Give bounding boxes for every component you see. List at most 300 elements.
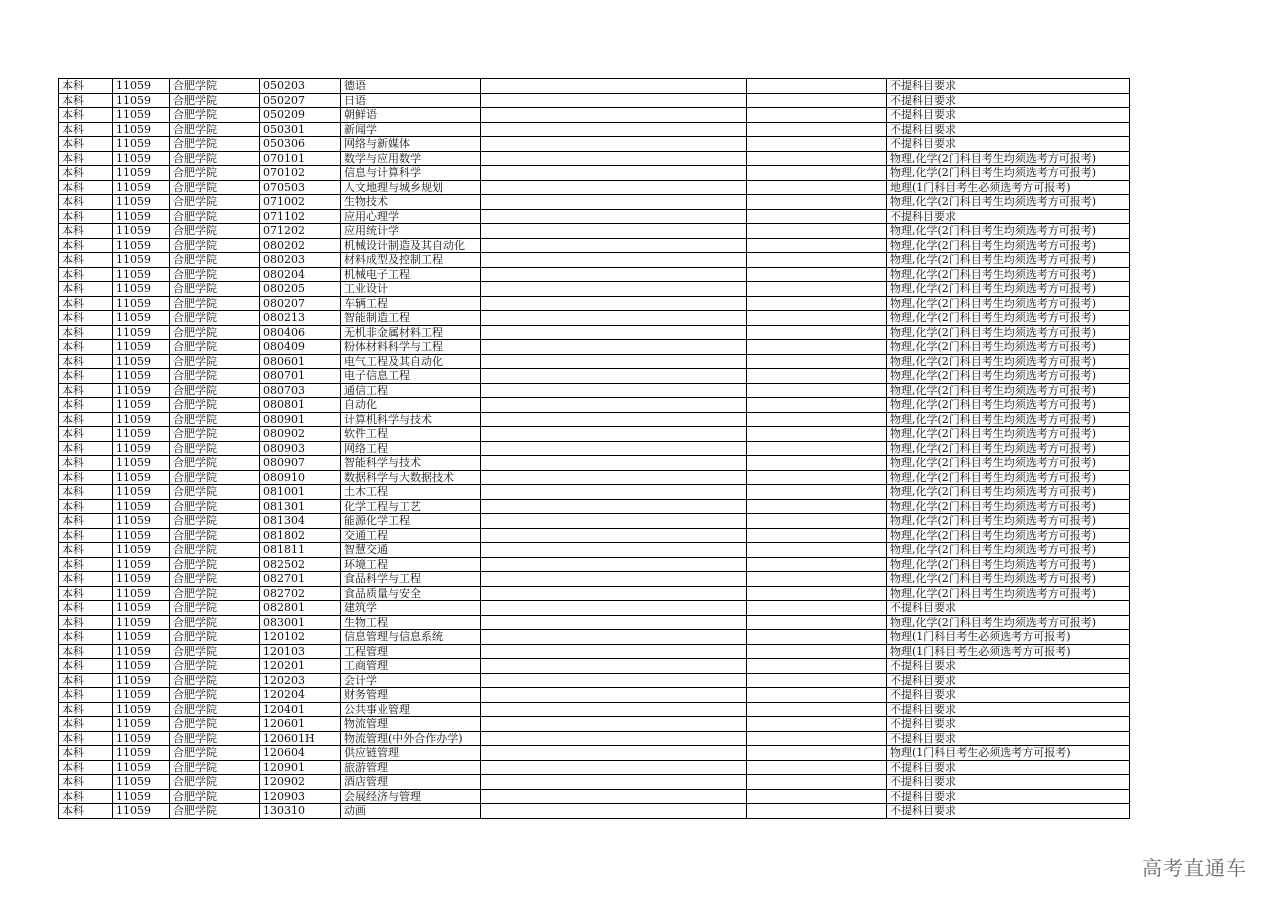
- table-row: [59, 151, 1130, 166]
- school-name-cell: 合肥学院: [170, 108, 260, 123]
- blank-cell-b: [747, 499, 887, 514]
- school-code-cell: 11059: [113, 601, 170, 616]
- subject-requirement-cell: 物理,化学(2门科目考生均须选考方可报考): [887, 224, 1130, 239]
- school-name-cell: 合肥学院: [170, 267, 260, 282]
- major-code-cell: 120601H: [260, 731, 341, 746]
- blank-cell-b: [747, 282, 887, 297]
- major-code-cell: 071002: [260, 195, 341, 210]
- major-name-cell: 物流管理(中外合作办学): [341, 731, 481, 746]
- school-code-cell: 11059: [113, 311, 170, 326]
- school-name-cell: 合肥学院: [170, 325, 260, 340]
- major-name-cell: 网络与新媒体: [341, 137, 481, 152]
- major-name-cell: 软件工程: [341, 427, 481, 442]
- blank-cell-a: [481, 775, 747, 790]
- major-code-cell: 120901: [260, 760, 341, 775]
- level-cell: 本科: [59, 427, 113, 442]
- level-cell: 本科: [59, 514, 113, 529]
- major-code-cell: 120102: [260, 630, 341, 645]
- level-cell: 本科: [59, 151, 113, 166]
- blank-cell-b: [747, 688, 887, 703]
- major-code-cell: 120401: [260, 702, 341, 717]
- table-row: [59, 499, 1130, 514]
- subject-requirement-cell: 物理,化学(2门科目考生均须选考方可报考): [887, 311, 1130, 326]
- major-code-cell: 082702: [260, 586, 341, 601]
- level-cell: 本科: [59, 717, 113, 732]
- blank-cell-b: [747, 543, 887, 558]
- school-code-cell: 11059: [113, 325, 170, 340]
- table-row: [59, 238, 1130, 253]
- major-name-cell: 工程管理: [341, 644, 481, 659]
- table-row: [59, 673, 1130, 688]
- blank-cell-b: [747, 644, 887, 659]
- blank-cell-b: [747, 311, 887, 326]
- table-row: [59, 122, 1130, 137]
- blank-cell-a: [481, 746, 747, 761]
- major-code-cell: 050203: [260, 79, 341, 94]
- school-name-cell: 合肥学院: [170, 224, 260, 239]
- major-code-cell: 080907: [260, 456, 341, 471]
- school-name-cell: 合肥学院: [170, 644, 260, 659]
- level-cell: 本科: [59, 398, 113, 413]
- school-code-cell: 11059: [113, 238, 170, 253]
- major-name-cell: 通信工程: [341, 383, 481, 398]
- table-row: [59, 108, 1130, 123]
- level-cell: 本科: [59, 340, 113, 355]
- subject-requirement-cell: 不提科目要求: [887, 775, 1130, 790]
- level-cell: 本科: [59, 572, 113, 587]
- blank-cell-a: [481, 702, 747, 717]
- major-name-cell: 财务管理: [341, 688, 481, 703]
- table-row: [59, 325, 1130, 340]
- major-name-cell: 食品质量与安全: [341, 586, 481, 601]
- school-code-cell: 11059: [113, 630, 170, 645]
- major-code-cell: 082701: [260, 572, 341, 587]
- major-name-cell: 公共事业管理: [341, 702, 481, 717]
- subject-requirement-cell: 不提科目要求: [887, 760, 1130, 775]
- blank-cell-a: [481, 340, 747, 355]
- table-row: [59, 731, 1130, 746]
- blank-cell-b: [747, 470, 887, 485]
- major-name-cell: 机械电子工程: [341, 267, 481, 282]
- blank-cell-a: [481, 789, 747, 804]
- table-row: [59, 688, 1130, 703]
- major-name-cell: 能源化学工程: [341, 514, 481, 529]
- school-name-cell: 合肥学院: [170, 180, 260, 195]
- blank-cell-b: [747, 79, 887, 94]
- school-code-cell: 11059: [113, 340, 170, 355]
- major-code-cell: 070101: [260, 151, 341, 166]
- table-row: [59, 586, 1130, 601]
- subject-requirement-cell: 地理(1门科目考生必须选考方可报考): [887, 180, 1130, 195]
- table-row: [59, 253, 1130, 268]
- blank-cell-b: [747, 108, 887, 123]
- school-code-cell: 11059: [113, 137, 170, 152]
- school-name-cell: 合肥学院: [170, 412, 260, 427]
- blank-cell-b: [747, 151, 887, 166]
- table-row: [59, 746, 1130, 761]
- school-name-cell: 合肥学院: [170, 137, 260, 152]
- subject-requirement-cell: 物理,化学(2门科目考生均须选考方可报考): [887, 528, 1130, 543]
- major-code-cell: 120103: [260, 644, 341, 659]
- subject-requirement-cell: 不提科目要求: [887, 702, 1130, 717]
- school-code-cell: 11059: [113, 717, 170, 732]
- school-code-cell: 11059: [113, 659, 170, 674]
- school-name-cell: 合肥学院: [170, 369, 260, 384]
- table-row: [59, 93, 1130, 108]
- blank-cell-a: [481, 717, 747, 732]
- blank-cell-a: [481, 79, 747, 94]
- subject-requirement-cell: 不提科目要求: [887, 673, 1130, 688]
- level-cell: 本科: [59, 325, 113, 340]
- subject-requirement-cell: 物理,化学(2门科目考生均须选考方可报考): [887, 369, 1130, 384]
- major-name-cell: 酒店管理: [341, 775, 481, 790]
- school-code-cell: 11059: [113, 760, 170, 775]
- school-code-cell: 11059: [113, 412, 170, 427]
- table-body: [59, 79, 1130, 819]
- table-row: [59, 267, 1130, 282]
- table-row: [59, 702, 1130, 717]
- blank-cell-a: [481, 108, 747, 123]
- school-code-cell: 11059: [113, 746, 170, 761]
- school-code-cell: 11059: [113, 644, 170, 659]
- school-code-cell: 11059: [113, 731, 170, 746]
- blank-cell-a: [481, 369, 747, 384]
- school-name-cell: 合肥学院: [170, 804, 260, 819]
- school-code-cell: 11059: [113, 688, 170, 703]
- school-name-cell: 合肥学院: [170, 572, 260, 587]
- school-name-cell: 合肥学院: [170, 238, 260, 253]
- school-code-cell: 11059: [113, 789, 170, 804]
- level-cell: 本科: [59, 760, 113, 775]
- school-code-cell: 11059: [113, 470, 170, 485]
- level-cell: 本科: [59, 586, 113, 601]
- major-code-cell: 071202: [260, 224, 341, 239]
- school-code-cell: 11059: [113, 267, 170, 282]
- major-name-cell: 信息管理与信息系统: [341, 630, 481, 645]
- blank-cell-b: [747, 412, 887, 427]
- blank-cell-a: [481, 673, 747, 688]
- subject-requirement-cell: 物理,化学(2门科目考生均须选考方可报考): [887, 586, 1130, 601]
- major-code-cell: 080202: [260, 238, 341, 253]
- blank-cell-b: [747, 224, 887, 239]
- major-code-cell: 120201: [260, 659, 341, 674]
- subject-requirement-cell: 物理,化学(2门科目考生均须选考方可报考): [887, 267, 1130, 282]
- table-row: [59, 659, 1130, 674]
- level-cell: 本科: [59, 659, 113, 674]
- blank-cell-a: [481, 166, 747, 181]
- table-row: [59, 485, 1130, 500]
- blank-cell-b: [747, 354, 887, 369]
- school-name-cell: 合肥学院: [170, 311, 260, 326]
- major-name-cell: 粉体材料科学与工程: [341, 340, 481, 355]
- blank-cell-a: [481, 137, 747, 152]
- major-code-cell: 071102: [260, 209, 341, 224]
- level-cell: 本科: [59, 485, 113, 500]
- school-name-cell: 合肥学院: [170, 93, 260, 108]
- table-row: [59, 137, 1130, 152]
- major-name-cell: 工商管理: [341, 659, 481, 674]
- school-code-cell: 11059: [113, 224, 170, 239]
- table-row: [59, 412, 1130, 427]
- blank-cell-b: [747, 441, 887, 456]
- subject-requirement-cell: 物理(1门科目考生必须选考方可报考): [887, 746, 1130, 761]
- table-row: [59, 572, 1130, 587]
- blank-cell-a: [481, 731, 747, 746]
- major-code-cell: 080406: [260, 325, 341, 340]
- blank-cell-b: [747, 586, 887, 601]
- blank-cell-b: [747, 789, 887, 804]
- blank-cell-b: [747, 775, 887, 790]
- school-name-cell: 合肥学院: [170, 543, 260, 558]
- major-code-cell: 080903: [260, 441, 341, 456]
- level-cell: 本科: [59, 267, 113, 282]
- blank-cell-b: [747, 166, 887, 181]
- subject-requirement-cell: 不提科目要求: [887, 209, 1130, 224]
- level-cell: 本科: [59, 369, 113, 384]
- level-cell: 本科: [59, 630, 113, 645]
- major-name-cell: 生物工程: [341, 615, 481, 630]
- major-code-cell: 070503: [260, 180, 341, 195]
- level-cell: 本科: [59, 354, 113, 369]
- school-name-cell: 合肥学院: [170, 441, 260, 456]
- blank-cell-a: [481, 383, 747, 398]
- level-cell: 本科: [59, 557, 113, 572]
- school-name-cell: 合肥学院: [170, 340, 260, 355]
- school-name-cell: 合肥学院: [170, 166, 260, 181]
- school-code-cell: 11059: [113, 122, 170, 137]
- table-row: [59, 601, 1130, 616]
- major-code-cell: 050209: [260, 108, 341, 123]
- blank-cell-a: [481, 325, 747, 340]
- table-row: [59, 514, 1130, 529]
- major-name-cell: 智能制造工程: [341, 311, 481, 326]
- school-name-cell: 合肥学院: [170, 470, 260, 485]
- level-cell: 本科: [59, 224, 113, 239]
- major-code-cell: 082502: [260, 557, 341, 572]
- subject-requirement-cell: 物理,化学(2门科目考生均须选考方可报考): [887, 470, 1130, 485]
- school-name-cell: 合肥学院: [170, 586, 260, 601]
- major-code-cell: 080207: [260, 296, 341, 311]
- blank-cell-a: [481, 485, 747, 500]
- major-code-cell: 080902: [260, 427, 341, 442]
- table-row: [59, 441, 1130, 456]
- school-code-cell: 11059: [113, 499, 170, 514]
- level-cell: 本科: [59, 412, 113, 427]
- table-row: [59, 615, 1130, 630]
- subject-requirement-cell: 不提科目要求: [887, 79, 1130, 94]
- subject-requirement-cell: 物理,化学(2门科目考生均须选考方可报考): [887, 195, 1130, 210]
- major-code-cell: 080205: [260, 282, 341, 297]
- blank-cell-a: [481, 267, 747, 282]
- blank-cell-a: [481, 499, 747, 514]
- blank-cell-b: [747, 717, 887, 732]
- subject-requirement-cell: 物理,化学(2门科目考生均须选考方可报考): [887, 296, 1130, 311]
- level-cell: 本科: [59, 688, 113, 703]
- school-name-cell: 合肥学院: [170, 760, 260, 775]
- level-cell: 本科: [59, 108, 113, 123]
- blank-cell-a: [481, 253, 747, 268]
- major-name-cell: 材料成型及控制工程: [341, 253, 481, 268]
- blank-cell-b: [747, 137, 887, 152]
- subject-requirement-cell: 不提科目要求: [887, 804, 1130, 819]
- subject-requirement-cell: 物理,化学(2门科目考生均须选考方可报考): [887, 543, 1130, 558]
- blank-cell-a: [481, 427, 747, 442]
- major-code-cell: 050301: [260, 122, 341, 137]
- major-code-cell: 082801: [260, 601, 341, 616]
- major-name-cell: 自动化: [341, 398, 481, 413]
- level-cell: 本科: [59, 79, 113, 94]
- subject-requirement-cell: 物理,化学(2门科目考生均须选考方可报考): [887, 354, 1130, 369]
- level-cell: 本科: [59, 470, 113, 485]
- school-name-cell: 合肥学院: [170, 601, 260, 616]
- blank-cell-a: [481, 93, 747, 108]
- blank-cell-b: [747, 253, 887, 268]
- school-name-cell: 合肥学院: [170, 615, 260, 630]
- major-code-cell: 080204: [260, 267, 341, 282]
- level-cell: 本科: [59, 789, 113, 804]
- school-code-cell: 11059: [113, 195, 170, 210]
- blank-cell-b: [747, 804, 887, 819]
- blank-cell-a: [481, 615, 747, 630]
- table-row: [59, 354, 1130, 369]
- school-name-cell: 合肥学院: [170, 731, 260, 746]
- school-code-cell: 11059: [113, 673, 170, 688]
- blank-cell-b: [747, 180, 887, 195]
- level-cell: 本科: [59, 311, 113, 326]
- subject-requirement-cell: 物理(1门科目考生必须选考方可报考): [887, 644, 1130, 659]
- subject-requirement-cell: 物理,化学(2门科目考生均须选考方可报考): [887, 151, 1130, 166]
- level-cell: 本科: [59, 282, 113, 297]
- major-code-cell: 081304: [260, 514, 341, 529]
- blank-cell-a: [481, 543, 747, 558]
- subject-requirement-cell: 不提科目要求: [887, 93, 1130, 108]
- school-code-cell: 11059: [113, 702, 170, 717]
- major-code-cell: 080213: [260, 311, 341, 326]
- major-name-cell: 会计学: [341, 673, 481, 688]
- school-name-cell: 合肥学院: [170, 427, 260, 442]
- school-code-cell: 11059: [113, 427, 170, 442]
- subject-requirement-cell: 不提科目要求: [887, 137, 1130, 152]
- major-name-cell: 信息与计算科学: [341, 166, 481, 181]
- table-row: [59, 195, 1130, 210]
- blank-cell-a: [481, 557, 747, 572]
- blank-cell-a: [481, 122, 747, 137]
- subject-requirement-cell: 不提科目要求: [887, 601, 1130, 616]
- major-name-cell: 车辆工程: [341, 296, 481, 311]
- table-row: [59, 456, 1130, 471]
- school-code-cell: 11059: [113, 180, 170, 195]
- major-name-cell: 机械设计制造及其自动化: [341, 238, 481, 253]
- blank-cell-a: [481, 412, 747, 427]
- blank-cell-a: [481, 151, 747, 166]
- blank-cell-b: [747, 528, 887, 543]
- school-code-cell: 11059: [113, 151, 170, 166]
- level-cell: 本科: [59, 601, 113, 616]
- blank-cell-b: [747, 702, 887, 717]
- blank-cell-a: [481, 296, 747, 311]
- level-cell: 本科: [59, 673, 113, 688]
- blank-cell-a: [481, 688, 747, 703]
- blank-cell-b: [747, 485, 887, 500]
- school-code-cell: 11059: [113, 485, 170, 500]
- blank-cell-b: [747, 340, 887, 355]
- subject-requirement-cell: 不提科目要求: [887, 731, 1130, 746]
- major-name-cell: 网络工程: [341, 441, 481, 456]
- major-name-cell: 生物技术: [341, 195, 481, 210]
- school-code-cell: 11059: [113, 804, 170, 819]
- school-name-cell: 合肥学院: [170, 456, 260, 471]
- blank-cell-b: [747, 731, 887, 746]
- blank-cell-a: [481, 224, 747, 239]
- school-code-cell: 11059: [113, 296, 170, 311]
- major-code-cell: 080703: [260, 383, 341, 398]
- school-name-cell: 合肥学院: [170, 789, 260, 804]
- major-code-cell: 120601: [260, 717, 341, 732]
- major-name-cell: 数据科学与大数据技术: [341, 470, 481, 485]
- subject-requirement-cell: 物理,化学(2门科目考生均须选考方可报考): [887, 238, 1130, 253]
- blank-cell-a: [481, 238, 747, 253]
- major-name-cell: 无机非金属材料工程: [341, 325, 481, 340]
- blank-cell-a: [481, 441, 747, 456]
- school-code-cell: 11059: [113, 456, 170, 471]
- subject-requirement-cell: 物理,化学(2门科目考生均须选考方可报考): [887, 166, 1130, 181]
- major-name-cell: 电子信息工程: [341, 369, 481, 384]
- school-name-cell: 合肥学院: [170, 122, 260, 137]
- level-cell: 本科: [59, 166, 113, 181]
- subject-requirement-cell: 物理,化学(2门科目考生均须选考方可报考): [887, 398, 1130, 413]
- school-code-cell: 11059: [113, 253, 170, 268]
- school-name-cell: 合肥学院: [170, 296, 260, 311]
- blank-cell-a: [481, 659, 747, 674]
- blank-cell-b: [747, 615, 887, 630]
- major-code-cell: 050207: [260, 93, 341, 108]
- level-cell: 本科: [59, 644, 113, 659]
- level-cell: 本科: [59, 209, 113, 224]
- major-name-cell: 动画: [341, 804, 481, 819]
- blank-cell-b: [747, 630, 887, 645]
- subject-requirement-cell: 物理,化学(2门科目考生均须选考方可报考): [887, 456, 1130, 471]
- school-code-cell: 11059: [113, 441, 170, 456]
- school-name-cell: 合肥学院: [170, 557, 260, 572]
- school-name-cell: 合肥学院: [170, 630, 260, 645]
- subject-requirement-cell: 物理,化学(2门科目考生均须选考方可报考): [887, 325, 1130, 340]
- blank-cell-b: [747, 456, 887, 471]
- major-name-cell: 建筑学: [341, 601, 481, 616]
- major-code-cell: 120203: [260, 673, 341, 688]
- major-name-cell: 应用心理学: [341, 209, 481, 224]
- blank-cell-a: [481, 601, 747, 616]
- subject-requirement-cell: 不提科目要求: [887, 659, 1130, 674]
- school-code-cell: 11059: [113, 586, 170, 601]
- table-row: [59, 166, 1130, 181]
- school-name-cell: 合肥学院: [170, 688, 260, 703]
- blank-cell-a: [481, 528, 747, 543]
- level-cell: 本科: [59, 731, 113, 746]
- school-code-cell: 11059: [113, 209, 170, 224]
- level-cell: 本科: [59, 238, 113, 253]
- blank-cell-b: [747, 369, 887, 384]
- school-name-cell: 合肥学院: [170, 383, 260, 398]
- blank-cell-a: [481, 456, 747, 471]
- subject-requirement-cell: 物理,化学(2门科目考生均须选考方可报考): [887, 441, 1130, 456]
- major-code-cell: 130310: [260, 804, 341, 819]
- major-name-cell: 会展经济与管理: [341, 789, 481, 804]
- school-name-cell: 合肥学院: [170, 282, 260, 297]
- school-name-cell: 合肥学院: [170, 79, 260, 94]
- blank-cell-a: [481, 572, 747, 587]
- school-code-cell: 11059: [113, 528, 170, 543]
- school-code-cell: 11059: [113, 543, 170, 558]
